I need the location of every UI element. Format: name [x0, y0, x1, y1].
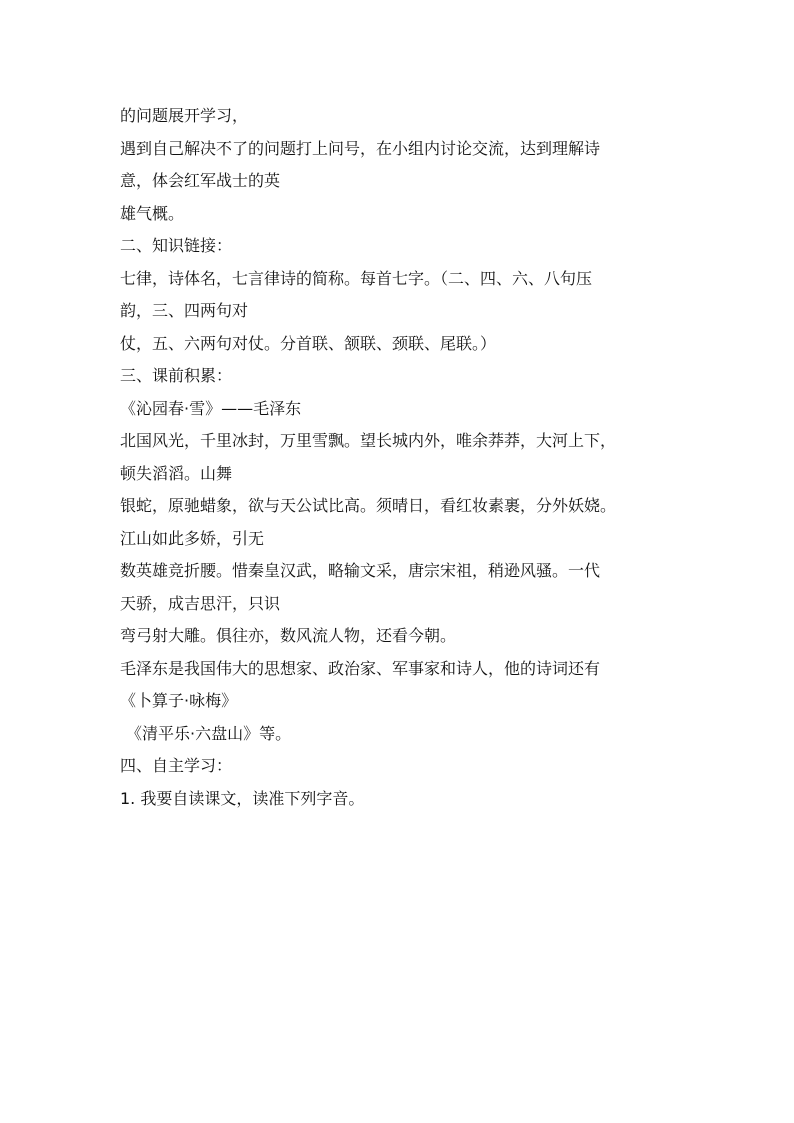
poem-line: 北国风光，千里冰封，万里雪飘。望长城内外，唯余莽莽，大河上下，	[120, 431, 617, 450]
poem-line: 弯弓射大雕。俱往亦，数风流人物，还看今朝。	[120, 626, 457, 645]
text-line: 《卜算子·咏梅》	[120, 691, 238, 710]
text-line: 的问题展开学习，	[120, 106, 249, 125]
text-line: 遇到自己解决不了的问题打上问号，在小组内讨论交流，达到理解诗	[120, 138, 601, 158]
text-line: 韵，三、四两句对	[120, 301, 249, 320]
poem-line: 银蛇，原驰蜡象，欲与天公试比高。须晴日，看红妆素裹，分外妖娆。	[120, 496, 617, 515]
text-line: 七律，诗体名，七言律诗的简称。每首七字。（二、四、六、八句压	[120, 268, 593, 288]
poem-line: 顿失滔滔。山舞	[120, 463, 233, 483]
poem-line: 江山如此多娇，引无	[120, 528, 265, 548]
poem-line: 天骄，成吉思汗，只识	[120, 593, 281, 613]
section-heading: 三、课前积累：	[120, 366, 233, 385]
text-line: 意，体会红军战士的英	[120, 171, 281, 190]
document-body	[120, 100, 680, 815]
text-line: 雄气概。	[120, 203, 185, 223]
poem-title: 《沁园春·雪》——毛泽东	[120, 398, 302, 418]
section-heading: 四、自主学习：	[120, 756, 233, 775]
text-line: 仗，五、六两句对仗。分首联、颔联、颈联、尾联。）	[120, 333, 497, 353]
text-line: 《清平乐·六盘山》等。	[126, 723, 292, 743]
section-heading: 二、知识链接：	[120, 236, 233, 255]
poem-line: 数英雄竞折腰。惜秦皇汉武，略输文采，唐宗宋祖，稍逊风骚。一代	[120, 561, 601, 580]
list-item: 1. 我要自读课文，读准下列字音。	[120, 788, 365, 808]
text-line: 毛泽东是我国伟大的思想家、政治家、军事家和诗人，他的诗词还有	[120, 658, 601, 678]
